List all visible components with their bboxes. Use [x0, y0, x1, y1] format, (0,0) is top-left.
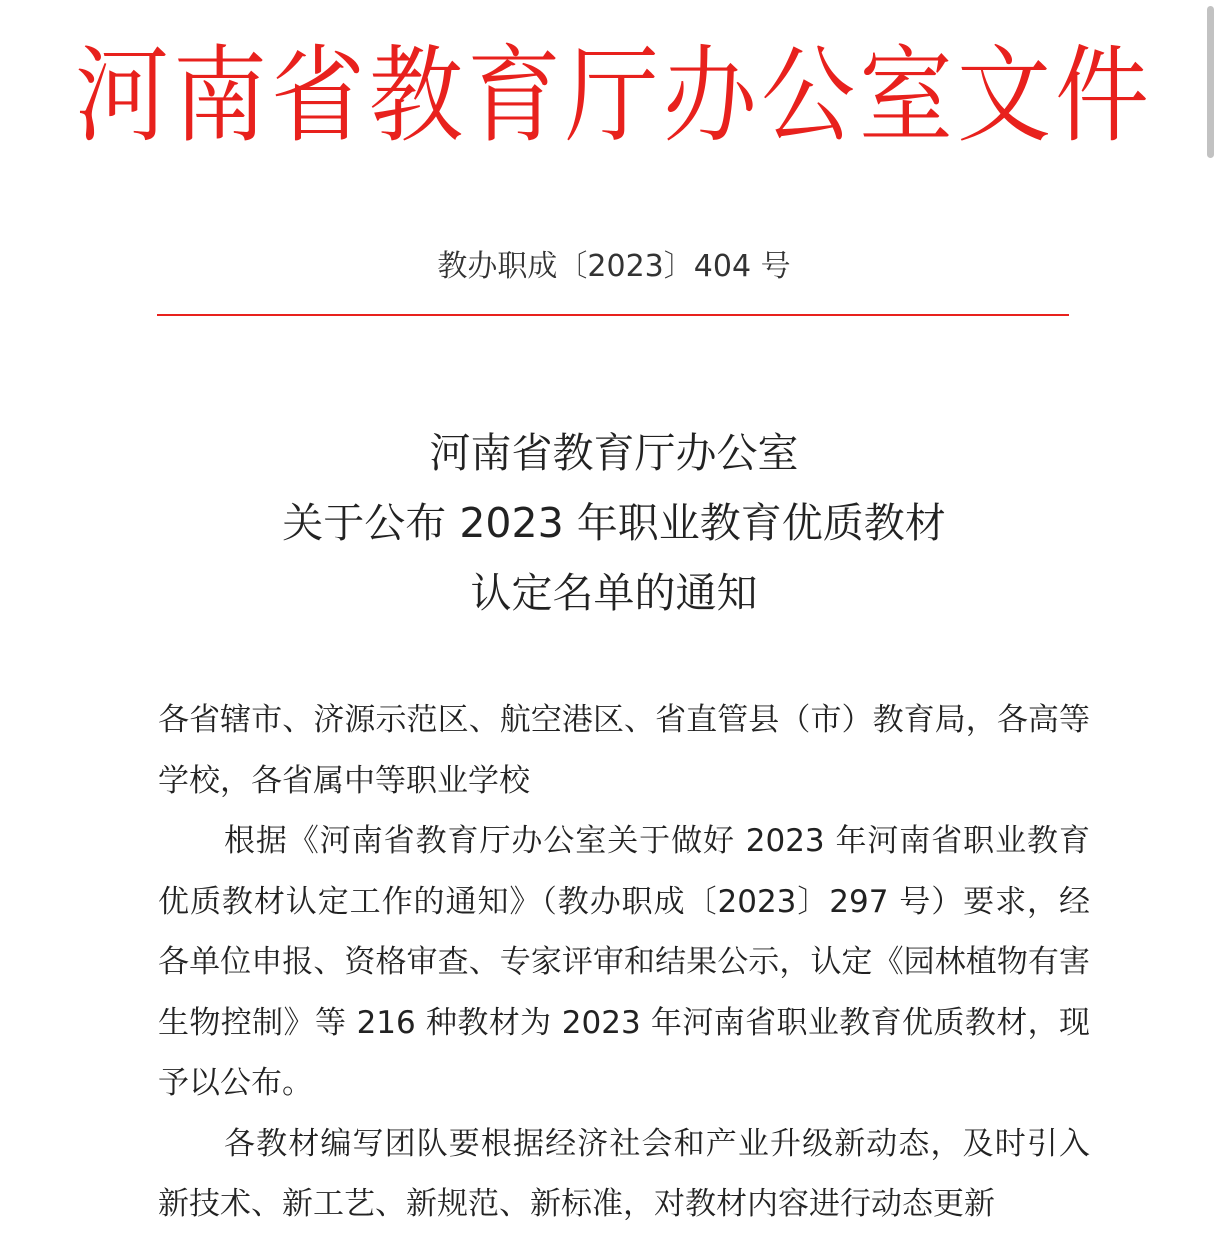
- body-paragraph-1: 根据《河南省教育厅办公室关于做好 2023 年河南省职业教育优质教材认定工作的通知》（教办职成〔2023〕297 号）要求，经各单位申报、资格审查、专家评审和结果公示，认定《园林植物有害生物控制》等 216 种教材为 2023 年河南省职业教育优质教材，现予以公布。: [158, 823, 1090, 1101]
- title-line-3: 认定名单的通知: [470, 569, 758, 617]
- title-line-1: 河南省教育厅办公室: [429, 429, 799, 477]
- body-paragraph-2: 各教材编写团队要根据经济社会和产业升级新动态，及时引入新技术、新工艺、新规范、新标准，对教材内容进行动态更新: [158, 1125, 1090, 1222]
- scrollbar-thumb[interactable]: [1207, 6, 1214, 158]
- title-line-2: 关于公布 2023 年职业教育优质教材: [282, 499, 946, 547]
- salutation: 各省辖市、济源示范区、航空港区、省直管县（市）教育局，各高等学校，各省属中等职业学校: [158, 702, 1090, 799]
- notice-title: [0, 418, 1228, 628]
- vertical-scrollbar[interactable]: [1212, 0, 1222, 1255]
- notice-body: [158, 690, 1090, 1235]
- red-divider-line: [157, 314, 1069, 316]
- document-number: 教办职成〔2023〕404 号: [437, 249, 791, 284]
- document-red-header: 河南省教育厅办公室文件: [74, 35, 1153, 158]
